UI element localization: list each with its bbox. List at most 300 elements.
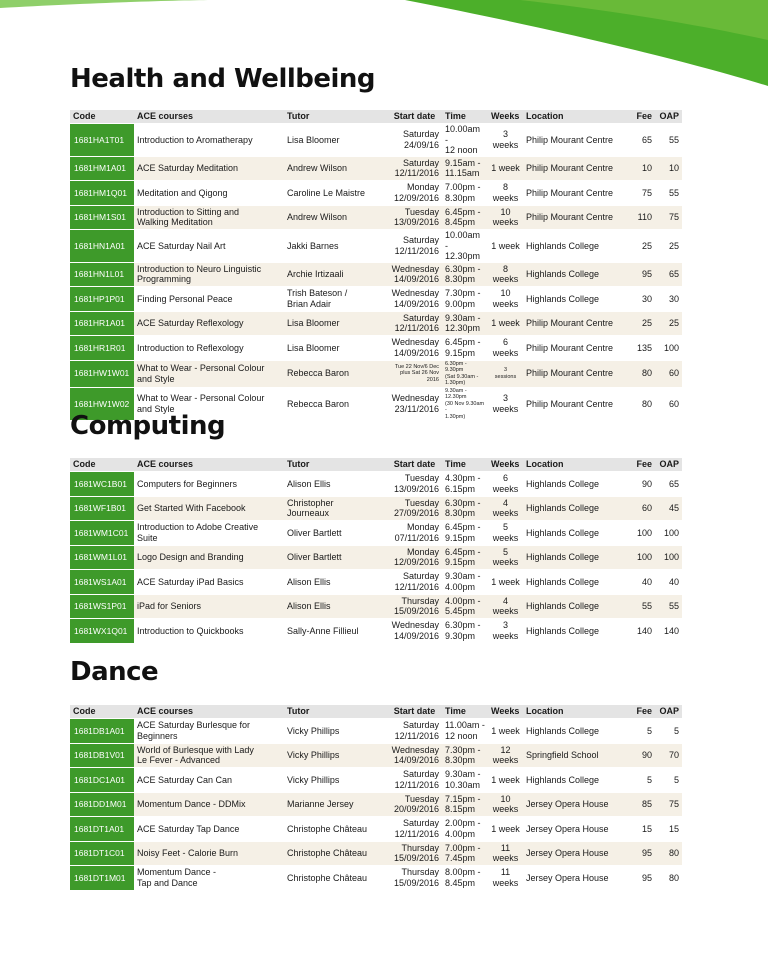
course-location-text: Highlands College [526,240,600,251]
course-weeks [488,842,523,866]
tutor-name [284,768,387,792]
course-oap-fee-text: 65 [668,478,679,489]
course-weeks [488,157,523,181]
table-row [70,521,682,545]
course-name-text: Computers for Beginners [137,478,238,489]
start-date [387,124,442,156]
course-oap-fee [655,546,682,570]
course-time [442,361,488,387]
course-fee-text: 80 [641,368,652,379]
table-row [70,181,682,205]
course-weeks-text: 4 weeks [492,595,519,617]
course-fee-text: 5 [646,774,652,785]
course-fee [625,472,655,496]
course-code-text: 1681WS1P01 [74,601,127,611]
course-weeks [488,744,523,768]
course-fee [625,521,655,545]
course-fee [625,817,655,841]
course-fee [625,336,655,360]
course-weeks [488,472,523,496]
course-location [523,595,625,619]
course-time [442,817,488,841]
table-row [70,287,682,311]
col-header-fee: Fee [625,705,655,718]
course-time-text: 9.30am - 10.30am [445,769,481,790]
course-oap-fee [655,157,682,181]
course-weeks [488,263,523,287]
start-date [387,619,442,643]
tutor-name [284,361,387,387]
course-location-text: Philip Mourant Centre [526,342,614,353]
col-header-course: ACE courses [134,705,284,718]
course-weeks [488,619,523,643]
course-code [70,817,134,841]
course-name [134,230,284,262]
start-date [387,595,442,619]
course-weeks [488,206,523,230]
course-weeks-text: 1 week [491,576,520,587]
tutor-name-text: Vicky Phillips [287,774,340,785]
dance-courses-table [70,704,682,891]
tutor-name [284,388,387,421]
course-time-text: 6.30pm - 8.30pm [445,263,481,285]
tutor-name [284,521,387,545]
course-location [523,793,625,817]
course-oap-fee-text: 100 [663,342,679,353]
course-oap-fee [655,768,682,792]
course-name-text: ACE Saturday Reflexology [137,318,244,328]
course-fee [625,287,655,311]
start-date [387,546,442,570]
start-date-text: Monday 07/11/2016 [394,522,439,543]
course-oap-fee-text: 80 [668,848,679,858]
course-name-text: ACE Saturday Burlesque for Beginners [137,720,251,741]
course-time [442,497,488,521]
course-fee [625,842,655,866]
course-location [523,388,625,421]
tutor-name-text: Christophe Château [287,823,368,834]
tutor-name-text: Archie Irtizaali [287,269,344,279]
course-time-text: 7.30pm - 9.00pm [445,288,481,309]
course-weeks-text: 10 weeks [492,288,519,309]
tutor-name [284,817,387,841]
course-oap-fee [655,719,682,743]
course-time [442,719,488,743]
course-location-text: Jersey Opera House [526,872,609,883]
start-date [387,744,442,768]
course-code [70,866,134,890]
section-title-dance: Dance [70,657,159,687]
course-oap-fee-text: 100 [663,552,679,562]
computing-courses-table [70,457,682,644]
start-date-text: Thursday 15/09/2016 [393,842,439,864]
course-time-text: 7.00pm - 7.45pm [445,842,481,864]
course-name-text: Finding Personal Peace [137,293,233,304]
course-time-text: 2.00pm - 4.00pm [445,818,481,839]
course-name-text: Introduction to Reflexology [137,342,244,353]
course-fee [625,497,655,521]
course-name [134,817,284,841]
course-code [70,361,134,387]
course-name [134,206,284,230]
course-weeks-text: 3 weeks [492,620,519,641]
course-code [70,521,134,545]
start-date-text: Saturday 12/11/2016 [394,818,439,839]
course-code-text: 1681DB1V01 [74,750,125,760]
course-weeks [488,570,523,594]
start-date-text: Thursday 15/09/2016 [393,595,439,617]
course-name-text: Introduction to Sitting and Walking Meditation [137,206,240,228]
course-name [134,497,284,521]
tutor-name-text: Andrew Wilson [287,163,348,173]
start-date [387,866,442,890]
course-time-text: 6.30pm - 9.30pm (Sat 9.30am - 1.30pm) [445,360,479,386]
course-fee-text: 90 [641,478,652,489]
course-name-text: Get Started With Facebook [137,503,246,513]
course-fee [625,181,655,205]
course-code-text: 1681HW1W02 [74,398,130,409]
course-time-text: 6.45pm - 9.15pm [445,546,481,568]
tutor-name [284,570,387,594]
start-date [387,206,442,230]
course-location-text: Jersey Opera House [526,823,609,834]
course-code-text: 1681WX1Q01 [74,625,128,636]
course-oap-fee [655,793,682,817]
course-oap-fee [655,124,682,156]
course-fee [625,619,655,643]
table-row [70,595,682,619]
course-fee [625,361,655,387]
start-date-text: Saturday 12/11/2016 [394,157,439,179]
start-date-text: Saturday 12/11/2016 [394,312,439,334]
course-code-text: 1681HM1Q01 [74,187,127,198]
start-date [387,287,442,311]
course-weeks-text: 5 weeks [492,546,519,568]
course-name [134,546,284,570]
course-weeks [488,866,523,890]
course-location [523,336,625,360]
course-location-text: Philip Mourant Centre [526,318,614,328]
table-row [70,472,682,496]
course-oap-fee [655,619,682,643]
tutor-name-text: Alison Ellis [287,576,331,587]
course-location-text: Highlands College [526,774,600,785]
course-oap-fee-text: 5 [673,774,679,785]
course-code [70,472,134,496]
course-code [70,287,134,311]
start-date [387,361,442,387]
course-name [134,287,284,311]
course-time-text: 9.30am - 12.30pm (30 Nov 9.30am - 1.30pm) [445,387,485,420]
table-row [70,361,682,387]
col-header-code: Code [70,110,134,123]
tutor-name [284,336,387,360]
start-date-text: Saturday 12/11/2016 [394,235,439,256]
tutor-name [284,124,387,156]
start-date [387,157,442,181]
course-name [134,719,284,743]
course-time [442,312,488,336]
course-weeks-text: 11 weeks [492,867,519,888]
start-date-text: Wednesday 14/09/2016 [391,620,439,641]
start-date [387,570,442,594]
course-fee-text: 100 [636,552,652,562]
course-time-text: 6.45pm - 9.15pm [445,522,481,543]
course-oap-fee [655,866,682,890]
course-fee-text: 85 [641,799,652,809]
course-name [134,181,284,205]
course-weeks-text: 3 weeks [492,393,519,414]
course-oap-fee-text: 15 [668,823,679,834]
course-location [523,181,625,205]
course-oap-fee-text: 45 [668,503,679,513]
course-code [70,793,134,817]
course-code [70,312,134,336]
course-time-text: 6.30pm - 9.30pm [445,620,481,641]
table-row [70,842,682,866]
course-fee-text: 10 [641,163,652,173]
course-oap-fee [655,570,682,594]
tutor-name-text: Rebecca Baron [287,368,350,379]
course-location-text: Highlands College [526,527,600,538]
tutor-name-text: Christophe Château [287,872,368,883]
course-time [442,388,488,421]
course-code-text: 1681HN1A01 [74,240,126,251]
course-location-text: Highlands College [526,725,600,736]
table-header-row [70,110,682,123]
tutor-name [284,181,387,205]
course-oap-fee-text: 40 [668,576,679,587]
course-code [70,719,134,743]
start-date [387,497,442,521]
col-header-code: Code [70,705,134,718]
course-location-text: Jersey Opera House [526,848,609,858]
course-location [523,497,625,521]
course-fee [625,866,655,890]
course-fee-text: 65 [641,134,652,145]
course-code-text: 1681DT1M01 [74,872,126,883]
course-name-text: Introduction to Quickbooks [137,625,244,636]
course-time [442,744,488,768]
course-oap-fee-text: 55 [668,187,679,198]
col-header-code: Code [70,458,134,471]
start-date-text: Wednesday 14/09/2016 [391,337,439,358]
start-date [387,768,442,792]
course-oap-fee [655,472,682,496]
tutor-name-text: Vicky Phillips [287,750,340,760]
course-location [523,472,625,496]
course-fee [625,744,655,768]
course-name [134,263,284,287]
start-date-text: Tuesday 13/09/2016 [393,206,439,228]
course-code [70,206,134,230]
course-time [442,206,488,230]
col-header-weeks: Weeks [488,458,523,471]
course-oap-fee [655,181,682,205]
tutor-name-text: Lisa Bloomer [287,342,340,353]
course-fee-text: 55 [641,601,652,611]
table-row [70,546,682,570]
tutor-name [284,866,387,890]
course-code-text: 1681WS1A01 [74,576,127,587]
course-time [442,619,488,643]
table-row [70,570,682,594]
course-name-text: ACE Saturday Meditation [137,163,239,173]
course-name [134,570,284,594]
tutor-name-text: Rebecca Baron [287,398,350,409]
course-code-text: 1681HR1A01 [74,318,126,328]
tutor-name-text: Jakki Barnes [287,240,339,251]
course-weeks [488,768,523,792]
course-time [442,595,488,619]
course-time [442,336,488,360]
table-row [70,312,682,336]
start-date [387,842,442,866]
course-name [134,521,284,545]
start-date-text: Tue 22 Nov/6 Dec plus Sat 26 Nov 2016 [394,363,439,383]
course-time-text: 6.30pm - 8.30pm [445,497,481,519]
course-oap-fee [655,842,682,866]
course-fee-text: 95 [641,872,652,883]
course-weeks-text: 1 week [491,725,520,736]
table-row [70,619,682,643]
course-weeks [488,181,523,205]
course-oap-fee-text: 5 [673,725,679,736]
course-name [134,595,284,619]
course-code [70,263,134,287]
course-name [134,619,284,643]
start-date-text: Saturday 12/11/2016 [394,769,439,790]
course-code [70,768,134,792]
col-header-fee: Fee [625,458,655,471]
start-date-text: Monday 12/09/2016 [393,546,439,568]
course-code [70,336,134,360]
course-name-text: Introduction to Adobe Creative Suite [137,522,259,543]
col-header-start: Start date [387,458,442,471]
course-time [442,521,488,545]
course-weeks-text: 3 weeks [492,129,519,150]
start-date-text: Saturday 24/09/16 [402,129,439,150]
course-weeks-text: 5 weeks [492,522,519,543]
course-fee-text: 75 [641,187,652,198]
course-name [134,842,284,866]
col-header-start: Start date [387,705,442,718]
course-name [134,793,284,817]
course-fee [625,719,655,743]
course-fee [625,124,655,156]
course-code [70,546,134,570]
course-code-text: 1681DD1M01 [74,799,127,809]
course-code [70,157,134,181]
table-row [70,793,682,817]
course-weeks [488,124,523,156]
course-location [523,570,625,594]
col-header-location: Location [523,458,625,471]
col-header-oap: OAP [655,110,682,123]
course-fee-text: 110 [637,212,652,222]
section-title-computing: Computing [70,411,226,441]
table-row [70,866,682,890]
course-time-text: 4.30pm - 6.15pm [445,473,481,494]
course-fee-text: 30 [641,293,652,304]
course-location-text: Philip Mourant Centre [526,212,614,222]
course-time-text: 9.30am - 12.30pm [445,312,481,334]
course-location [523,157,625,181]
course-code [70,124,134,156]
course-weeks [488,719,523,743]
course-code-text: 1681HW1W01 [74,368,130,379]
course-name [134,866,284,890]
tutor-name-text: Caroline Le Maistre [287,187,366,198]
start-date [387,817,442,841]
course-code [70,619,134,643]
course-oap-fee-text: 65 [668,269,679,279]
start-date-text: Tuesday 13/09/2016 [393,473,439,494]
course-location [523,842,625,866]
course-time-text: 6.45pm - 8.45pm [445,206,481,228]
table-row [70,206,682,230]
course-fee [625,263,655,287]
course-oap-fee [655,521,682,545]
course-weeks-text: 12 weeks [492,744,519,766]
course-time [442,842,488,866]
course-weeks-text: 4 weeks [492,497,519,519]
course-location [523,744,625,768]
course-name-text: Meditation and Qigong [137,187,228,198]
course-fee [625,570,655,594]
course-location [523,287,625,311]
course-code-text: 1681WC1B01 [74,478,127,489]
course-time [442,793,488,817]
col-header-course: ACE courses [134,110,284,123]
course-weeks [488,497,523,521]
col-header-course: ACE courses [134,458,284,471]
course-time-text: 7.00pm - 8.30pm [445,182,481,203]
course-code-text: 1681WF1B01 [74,503,126,513]
start-date [387,521,442,545]
course-fee-text: 90 [641,750,652,760]
course-weeks [488,388,523,421]
course-oap-fee-text: 80 [668,872,679,883]
course-code-text: 1681WM1L01 [74,552,127,562]
course-fee-text: 95 [641,269,652,279]
course-fee [625,312,655,336]
course-weeks [488,521,523,545]
course-location [523,312,625,336]
start-date [387,719,442,743]
course-fee [625,230,655,262]
table-row [70,336,682,360]
tutor-name [284,793,387,817]
course-weeks [488,546,523,570]
col-header-location: Location [523,705,625,718]
course-location-text: Philip Mourant Centre [526,163,614,173]
course-weeks-text: 11 weeks [492,842,519,864]
start-date-text: Wednesday 23/11/2016 [391,393,439,414]
tutor-name [284,744,387,768]
course-location [523,263,625,287]
start-date [387,230,442,262]
course-oap-fee [655,361,682,387]
course-weeks [488,817,523,841]
course-fee-text: 135 [636,342,652,353]
start-date [387,263,442,287]
course-name [134,472,284,496]
course-time [442,866,488,890]
course-oap-fee-text: 100 [663,527,679,538]
tutor-name-text: Lisa Bloomer [287,134,340,145]
tutor-name [284,263,387,287]
